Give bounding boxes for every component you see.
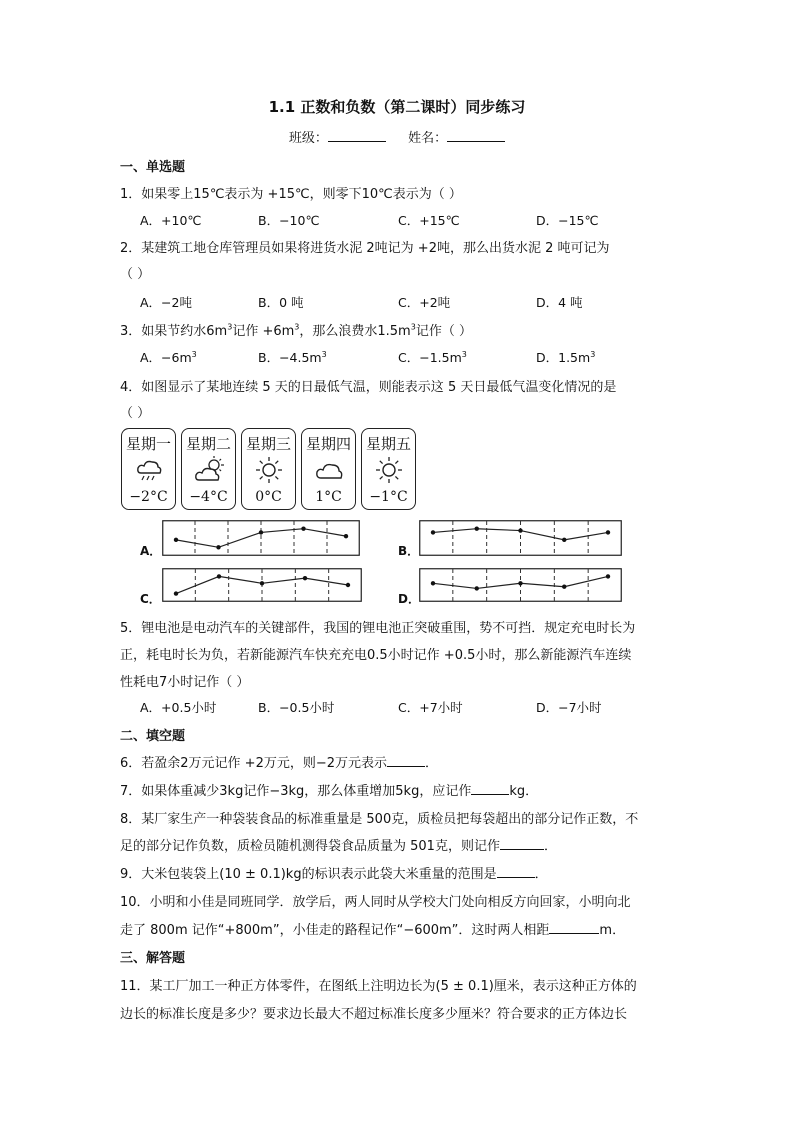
question-10-line-2: 走了 800m 记作“+800m”，小佳走的路程记作“−600m”．这时两人相距 m． xyxy=(120,919,625,938)
question-5-line-3: 性耗电7小时记作（ ） xyxy=(120,675,250,690)
question-10-line-1: 10．小明和小佳是同班同学．放学后，两人同时从学校大门处向相反方向回家，小明向北 xyxy=(120,895,631,910)
name-label: 姓名： xyxy=(408,131,448,146)
q1-option-b: B．−10℃ xyxy=(258,213,320,228)
q1-option-c: C．+15℃ xyxy=(398,213,460,228)
question-4-line-2: （ ） xyxy=(120,406,151,421)
q4-option-c-label: C． xyxy=(140,592,161,606)
q5-option-d: D．−7小时 xyxy=(536,700,602,715)
question-6: 6．若盈余2万元记作 +2万元，则−2万元表示 ． xyxy=(120,752,438,771)
q3-option-b: B．$-4.5m^3$ xyxy=(258,349,327,365)
section-heading-2: 二、填空题 xyxy=(120,729,186,744)
chart-point xyxy=(562,538,566,542)
chart-point xyxy=(174,591,178,595)
chart-option-c xyxy=(162,568,362,602)
chart-point xyxy=(475,586,479,590)
q4-option-d-label: D． xyxy=(398,592,420,606)
chart-point xyxy=(475,527,479,531)
chart-option-d xyxy=(419,568,622,602)
sun-icon xyxy=(374,455,404,485)
sun-icon xyxy=(254,455,284,485)
chart-option-b xyxy=(419,520,622,556)
question-8-line-2: 足的部分记作负数，质检员随机测得袋食品质量为 501克，则记作 ． xyxy=(120,835,557,854)
chart-point xyxy=(606,574,610,578)
chart-option-a xyxy=(162,520,360,556)
weather-card-mon: 星期一 −2°C xyxy=(121,428,176,510)
q5-option-a: A．+0.5小时 xyxy=(140,700,217,715)
chart-point xyxy=(562,585,566,589)
question-1: 1．如果零上15℃表示为 +15℃，则零下10℃表示为（ ） xyxy=(120,187,462,202)
question-8-line-1: 8．某厂家生产一种袋装食品的标准重量是 500克，质检员把每袋超出的部分记作正数，不 xyxy=(120,812,639,827)
weather-card-fri: 星期五 −1°C xyxy=(361,428,416,510)
q5-option-c: C．+7小时 xyxy=(398,700,463,715)
question-7: 7．如果体重减少3kg记作−3kg，那么体重增加5kg，应记作 kg． xyxy=(120,780,538,799)
answer-blank xyxy=(500,836,544,850)
section-heading-3: 三、解答题 xyxy=(120,951,186,966)
q2-option-a: A．−2吨 xyxy=(140,295,192,310)
question-11-line-1: 11．某工厂加工一种正方体零件，在图纸上注明边长为(5 ± 0.1)厘米，表示这种正方体的 xyxy=(120,979,637,994)
q3-option-a: A．$-6m^3$ xyxy=(140,349,197,365)
question-5-line-1: 5．锂电池是电动汽车的关键部件，我国的锂电池正突破重围，势不可挡．规定充电时长为 xyxy=(120,621,636,636)
weather-card-tue: 星期二 −4°C xyxy=(181,428,236,510)
q4-option-a-label: A． xyxy=(140,544,162,558)
q2-option-c: C．+2吨 xyxy=(398,295,451,310)
answer-blank xyxy=(549,920,599,934)
chart-point xyxy=(260,581,264,585)
student-info xyxy=(0,127,794,146)
question-5-line-2: 正，耗电时长为负，若新能源汽车快充充电0.5小时记作 +0.5小时，那么新能源汽车连续 xyxy=(120,648,632,663)
q3-option-c: C．$-1.5m^3$ xyxy=(398,349,467,365)
weather-card-wed: 星期三 0°C xyxy=(241,428,296,510)
page-title: 1.1 正数和负数（第二课时）同步练习 xyxy=(268,98,526,116)
chart-point xyxy=(216,545,220,549)
chart-point xyxy=(303,576,307,580)
section-heading-1: 一、单选题 xyxy=(120,160,186,175)
class-label: 班级： xyxy=(288,131,328,146)
chart-point xyxy=(344,534,348,538)
chart-point xyxy=(518,528,522,532)
q4-option-b-label: B． xyxy=(398,544,420,558)
class-blank xyxy=(328,128,386,142)
q2-option-b: B．0 吨 xyxy=(258,295,304,310)
q1-option-a: A．+10℃ xyxy=(140,213,202,228)
partly-cloudy-icon xyxy=(194,455,226,485)
question-9: 9．大米包装袋上(10 ± 0.1)kg的标识表示此袋大米重量的范围是 ． xyxy=(120,863,548,882)
question-4-line-1: 4．如图显示了某地连续 5 天的日最低气温，则能表示这 5 天日最低气温变化情况的是 xyxy=(120,380,617,395)
q1-option-d: D．−15℃ xyxy=(536,213,599,228)
chart-point xyxy=(431,530,435,534)
answer-blank xyxy=(387,753,425,767)
rain-cloud-icon xyxy=(134,455,164,485)
question-11-line-2: 边长的标准长度是多少？要求边长最大不超过标准长度多少厘米？符合要求的正方体边长 xyxy=(120,1007,628,1022)
question-3: 3．如果节约水$6m^3$记作 $+6m^3$，那么浪费水$1.5m^3$记作（ ） xyxy=(120,322,472,339)
q3-option-d: D．$1.5m^3$ xyxy=(536,349,596,365)
chart-point xyxy=(174,538,178,542)
chart-point xyxy=(606,530,610,534)
chart-point xyxy=(301,527,305,531)
weather-card-thu: 星期四 1°C xyxy=(301,428,356,510)
q5-option-b: B．−0.5小时 xyxy=(258,700,335,715)
chart-point xyxy=(346,583,350,587)
question-2-line-1: 2．某建筑工地仓库管理员如果将进货水泥 2吨记为 +2吨，那么出货水泥 2 吨可记为 xyxy=(120,241,610,256)
cloud-icon xyxy=(314,455,344,485)
name-blank xyxy=(447,128,505,142)
answer-blank xyxy=(497,864,535,878)
chart-point xyxy=(518,581,522,585)
q2-option-d: D．4 吨 xyxy=(536,295,583,310)
answer-blank xyxy=(471,781,509,795)
chart-point xyxy=(431,581,435,585)
chart-point xyxy=(259,530,263,534)
chart-point xyxy=(217,574,221,578)
question-2-line-2: （ ） xyxy=(120,267,151,282)
